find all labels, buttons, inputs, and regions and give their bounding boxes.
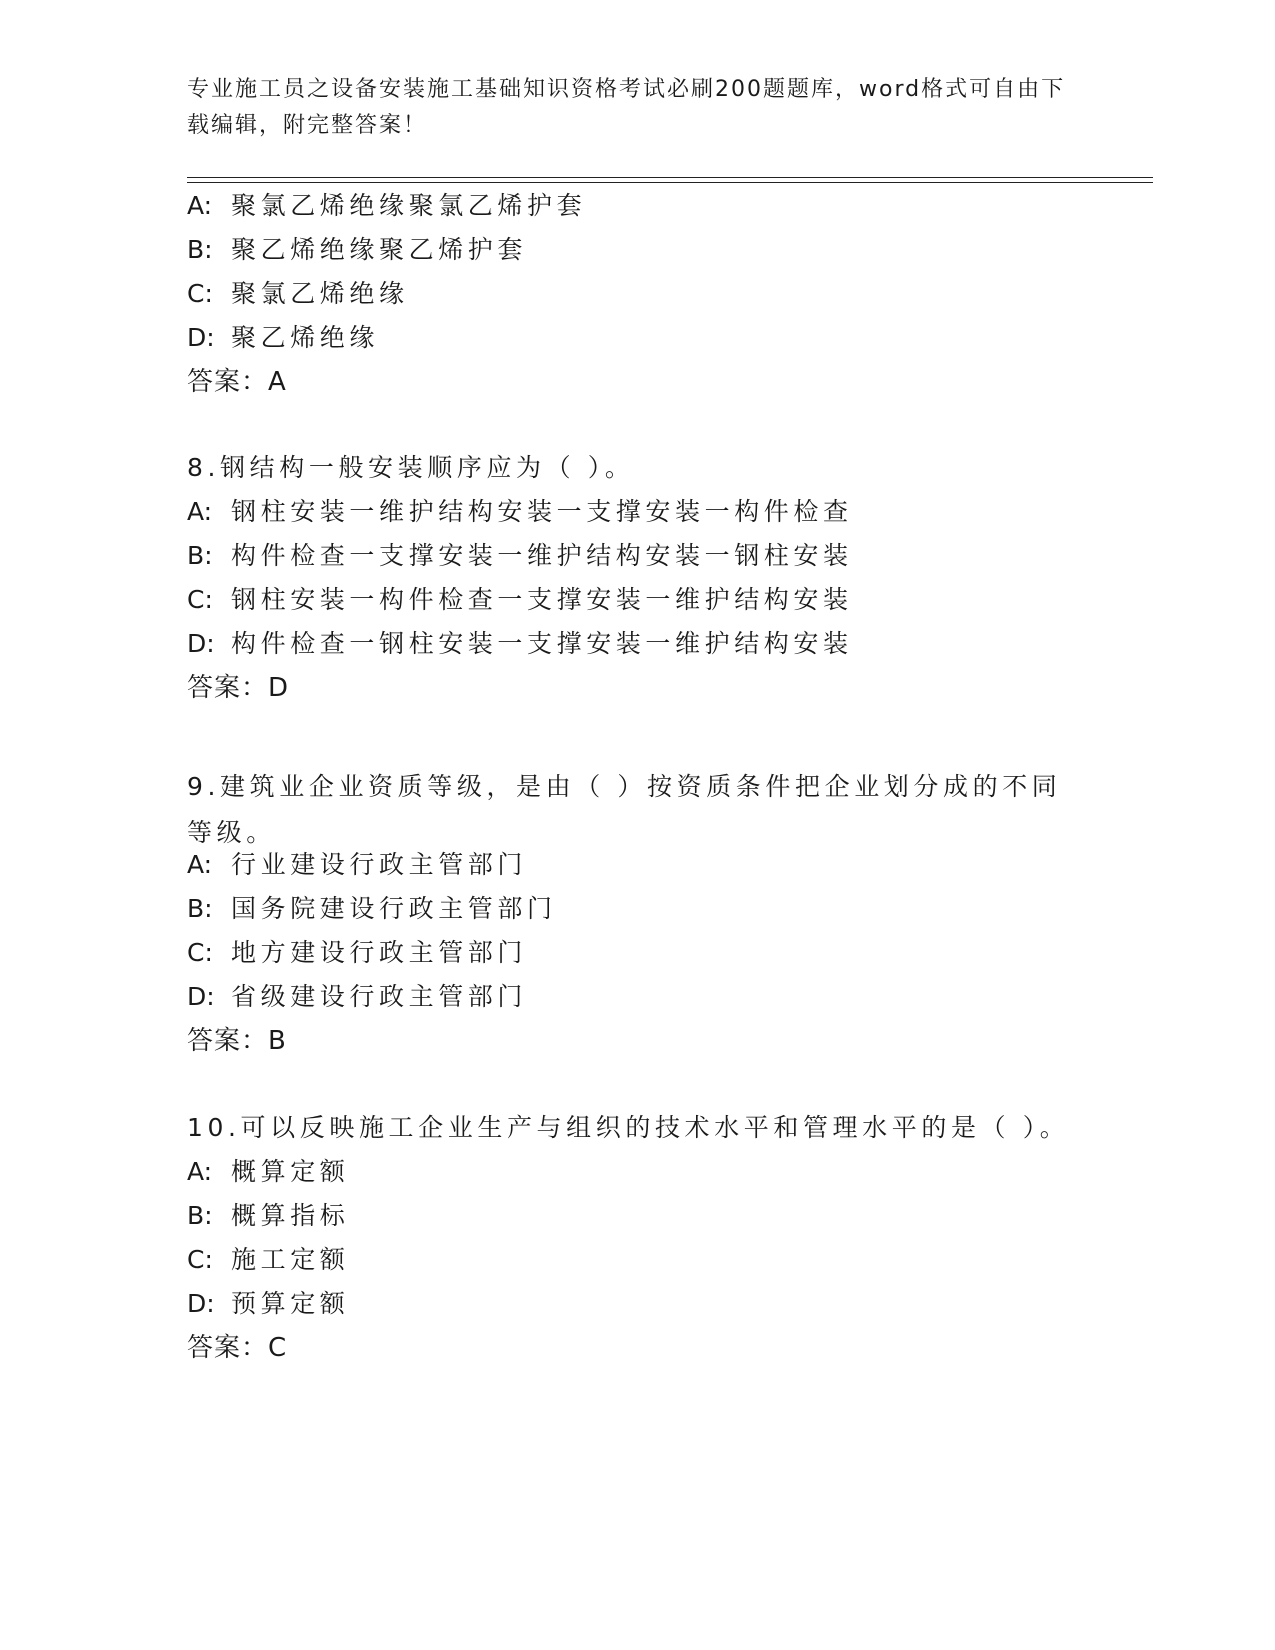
option-letter: D: bbox=[187, 323, 215, 352]
option-letter: A: bbox=[187, 497, 213, 526]
q10-option-a bbox=[187, 1156, 349, 1188]
q10-option-d bbox=[187, 1288, 349, 1320]
option-text: 钢柱安装一构件检查一支撑安装一维护结构安装 bbox=[231, 585, 853, 614]
q10-answer: 答案：C bbox=[187, 1333, 288, 1363]
q10-option-c bbox=[187, 1244, 349, 1276]
q8-option-c bbox=[187, 584, 853, 616]
q8-answer: 答案：D bbox=[187, 673, 290, 703]
q8-title: 8.钢结构一般安装顺序应为（ ）。 bbox=[187, 453, 635, 482]
q7-option-c bbox=[187, 278, 409, 310]
option-text: 行业建设行政主管部门 bbox=[231, 850, 528, 879]
option-letter: D: bbox=[187, 1289, 215, 1318]
option-letter: B: bbox=[187, 894, 213, 923]
q8-option-b bbox=[187, 540, 853, 572]
q9-option-a bbox=[187, 849, 527, 881]
option-letter: A: bbox=[187, 850, 213, 879]
q7-option-b bbox=[187, 234, 527, 266]
option-text: 地方建设行政主管部门 bbox=[231, 938, 528, 967]
option-letter: A: bbox=[187, 1157, 213, 1186]
q8-option-a bbox=[187, 496, 853, 528]
option-text: 国务院建设行政主管部门 bbox=[231, 894, 557, 923]
header-rule-bottom bbox=[187, 182, 1153, 183]
option-text: 概算指标 bbox=[231, 1201, 350, 1230]
option-text: 构件检查一支撑安装一维护结构安装一钢柱安装 bbox=[231, 541, 853, 570]
option-letter: B: bbox=[187, 1201, 213, 1230]
option-text: 概算定额 bbox=[231, 1157, 350, 1186]
option-text: 聚氯乙烯绝缘聚氯乙烯护套 bbox=[231, 191, 587, 220]
option-letter: C: bbox=[187, 938, 213, 967]
option-letter: C: bbox=[187, 585, 213, 614]
option-letter: C: bbox=[187, 1245, 213, 1274]
option-text: 聚乙烯绝缘聚乙烯护套 bbox=[231, 235, 528, 264]
q7-option-a bbox=[187, 190, 586, 222]
option-letter: C: bbox=[187, 279, 213, 308]
q9-answer: 答案：B bbox=[187, 1026, 287, 1056]
option-text: 聚氯乙烯绝缘 bbox=[231, 279, 409, 308]
q10-option-b bbox=[187, 1200, 349, 1232]
option-letter: B: bbox=[187, 235, 213, 264]
option-letter: A: bbox=[187, 191, 213, 220]
q8-option-d bbox=[187, 628, 853, 660]
q9-option-d bbox=[187, 981, 527, 1013]
option-text: 聚乙烯绝缘 bbox=[231, 323, 380, 352]
q7-option-d bbox=[187, 322, 379, 354]
q7-answer: 答案：A bbox=[187, 367, 287, 397]
option-text: 预算定额 bbox=[231, 1289, 350, 1318]
q10-title: 10.可以反映施工企业生产与组织的技术水平和管理水平的是（ ）。 bbox=[187, 1113, 1070, 1142]
option-text: 钢柱安装一维护结构安装一支撑安装一构件检查 bbox=[231, 497, 853, 526]
option-text: 施工定额 bbox=[231, 1245, 350, 1274]
document-header: 专业施工员之设备安装施工基础知识资格考试必刷200题题库，word格式可自由下载编辑，附完整答案！ bbox=[187, 77, 1066, 138]
option-letter: D: bbox=[187, 982, 215, 1011]
option-text: 构件检查一钢柱安装一支撑安装一维护结构安装 bbox=[231, 629, 853, 658]
option-text: 省级建设行政主管部门 bbox=[231, 982, 528, 1011]
q9-title: 9.建筑业企业资质等级，是由（ ）按资质条件把企业划分成的不同等级。 bbox=[187, 772, 1062, 847]
option-letter: D: bbox=[187, 629, 215, 658]
q9-option-c bbox=[187, 937, 527, 969]
header-rule-top bbox=[187, 177, 1153, 178]
q9-option-b bbox=[187, 893, 557, 925]
option-letter: B: bbox=[187, 541, 213, 570]
